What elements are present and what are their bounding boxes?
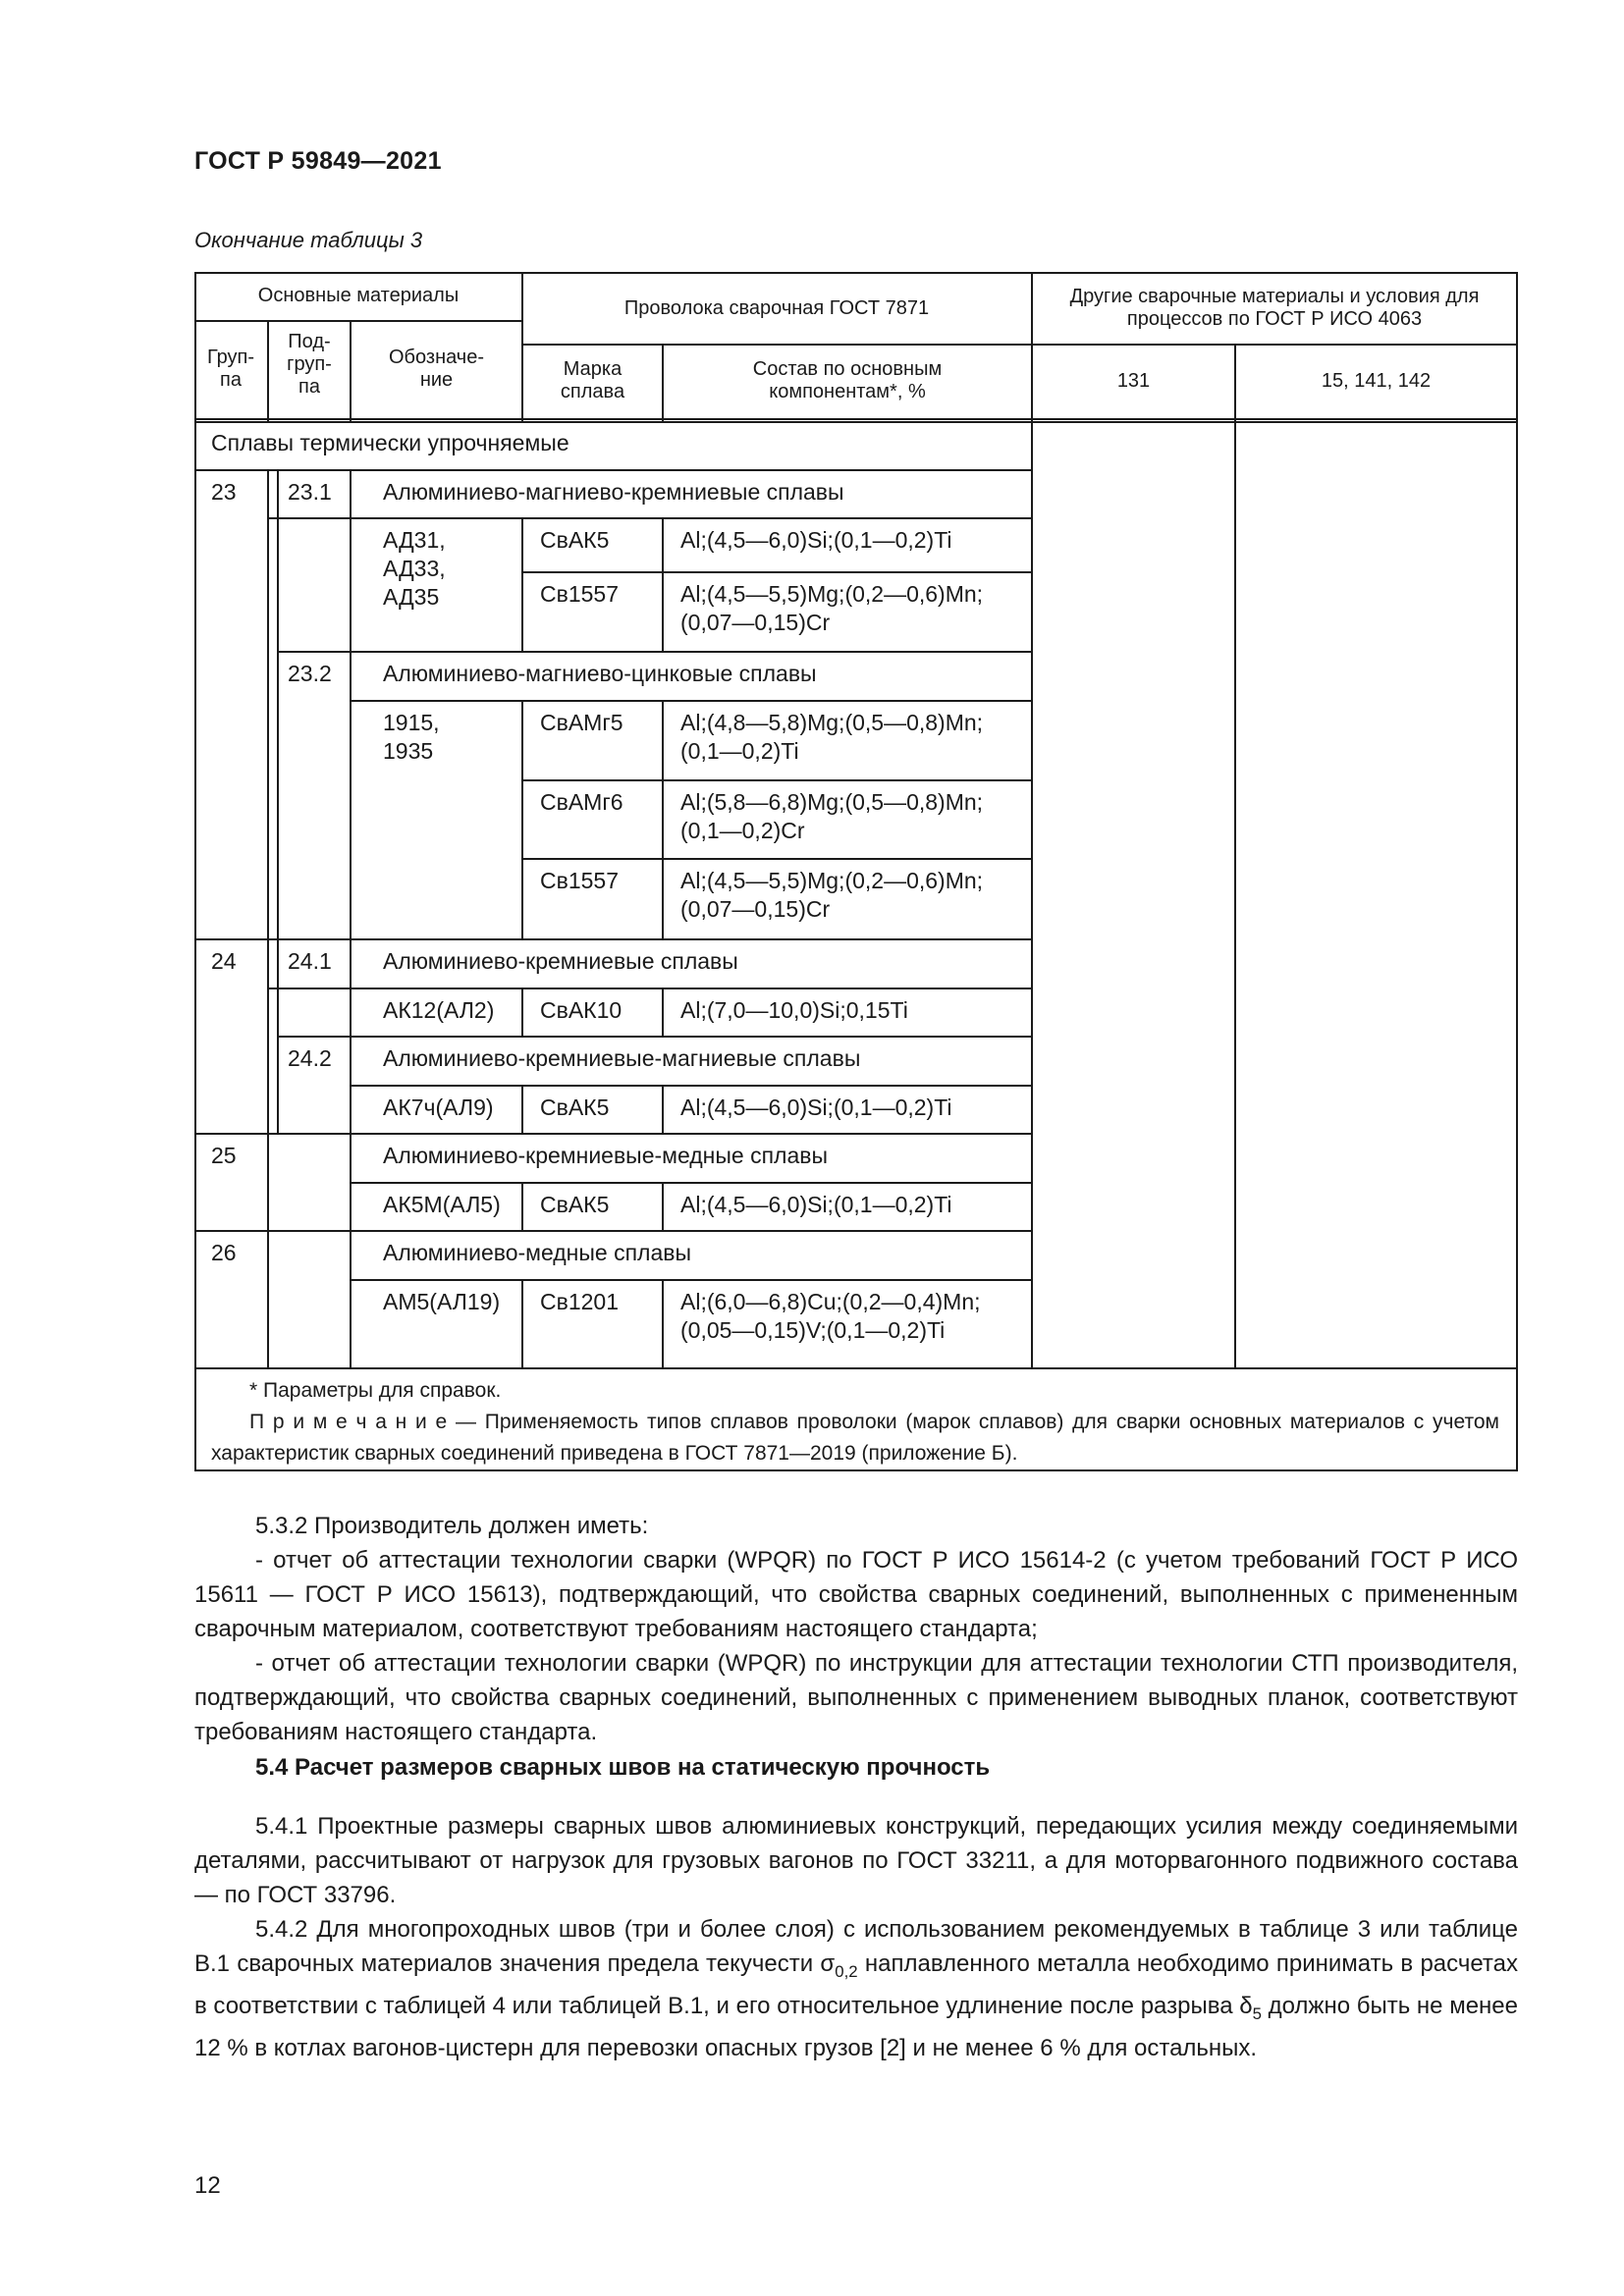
group-number: 25 [211, 1143, 237, 1168]
paragraph-5-3-2-item-1: - отчет об аттестации технологии сварки (WPQR) по ГОСТ Р ИСО 15614-2 (с учетом требований ГОСТ Р ИСО 15611 — ГОСТ Р ИСО 15613), подтверждающий, что свойства сварных соединений, выполненных с примененным сварочным материалом, соответствуют требованиям настоящего стандарта; [194, 1547, 1518, 1642]
header-wire: Проволока сварочная ГОСТ 7871 [623, 297, 930, 319]
paragraph-5-4-1: 5.4.1 Проектные размеры сварных швов алюминиевых конструкций, передающих усилия между соединяемыми деталями, рассчитывают от нагрузок для грузовых вагонов по ГОСТ 33211, а для моторвагонного подвижного состава — по ГОСТ 33796. [194, 1813, 1518, 1908]
composition: Al;(4,5—6,0)Si;(0,1—0,2)Ti [680, 1192, 952, 1217]
composition: Al;(4,5—6,0)Si;(0,1—0,2)Ti [680, 1095, 952, 1120]
paragraph-5-3-2-item-2: - отчет об аттестации технологии сварки (WPQR) по инструкции для аттестации технологии СТП производителя, подтверждающий, что свойства сварных соединений, выполненных с применением выводных планок, соответствуют требованиям настоящего стандарта. [194, 1650, 1518, 1745]
composition: Al;(4,5—6,0)Si;(0,1—0,2)Ti [680, 527, 952, 553]
grid-line [521, 858, 1031, 860]
group-number: 26 [211, 1240, 237, 1265]
grid-line [521, 1182, 523, 1231]
grid-line [522, 344, 1516, 346]
table-border [194, 272, 1518, 274]
table-caption: Окончание таблицы 3 [194, 228, 423, 252]
grid-line [267, 938, 269, 1133]
page-number: 12 [194, 2172, 221, 2199]
wire-grade: Св1557 [540, 581, 619, 607]
document-standard-id: ГОСТ Р 59849—2021 [194, 147, 442, 175]
group-number: 24 [211, 948, 237, 974]
subgroup-title: Алюминиево-магниево-цинковые сплавы [383, 661, 817, 686]
table-border [194, 1469, 1518, 1471]
grid-line [277, 469, 279, 938]
wire-grade: СвАК5 [540, 527, 610, 553]
sigma-symbol: σ [820, 1950, 836, 1977]
header-group: Груп- па [206, 347, 255, 391]
wire-grade: Св1557 [540, 868, 619, 893]
note-text: — Применяемость типов сплавов проволоки (марок сплавов) для сварки основных материалов с учетом характеристик сварных соединений приведена в ГОСТ 7871—2019 (приложение Б). [211, 1411, 1499, 1465]
subgroup-number: 23.1 [288, 479, 332, 505]
grid-line [267, 988, 1031, 989]
note-label: П р и м е ч а н и е [249, 1411, 448, 1433]
section-5-3-2 [194, 1509, 1518, 1749]
grid-line [521, 988, 523, 1037]
grid-line [277, 938, 279, 1133]
grid-line [194, 469, 1031, 471]
alloy-designation: 1915, 1935 [383, 710, 440, 764]
grid-line [521, 1085, 523, 1134]
grid-line [350, 700, 1031, 702]
alloy-designation: АК5М(АЛ5) [383, 1192, 501, 1217]
grid-line [194, 320, 522, 322]
wire-grade: СвАМг6 [540, 789, 623, 815]
wire-grade: СвАК10 [540, 997, 623, 1023]
grid-line [277, 1036, 1031, 1038]
header-process-131: 131 [1116, 370, 1151, 392]
alloy-designation: АК12(АЛ2) [383, 997, 495, 1023]
grid-line [662, 1279, 664, 1368]
grid-line [267, 517, 1031, 519]
composition: Al;(4,5—5,5)Mg;(0,2—0,6)Mn; (0,07—0,15)Cr [680, 581, 984, 635]
delta-symbol: δ [1239, 1992, 1253, 2019]
composition: Al;(5,8—6,8)Mg;(0,5—0,8)Mn; (0,1—0,2)Cr [680, 789, 984, 843]
subgroup-title: Алюминиево-кремниевые сплавы [383, 948, 738, 974]
table-footnote: * Параметры для справок. [249, 1379, 502, 1402]
section-title: Сплавы термически упрочняемые [211, 430, 569, 455]
header-designation: Обозначе- ние [388, 347, 484, 391]
grid-line [521, 779, 1031, 781]
header-process-other: 15, 141, 142 [1321, 370, 1432, 392]
header-alloy-grade: Марка сплава [560, 358, 625, 402]
composition: Al;(6,0—6,8)Cu;(0,2—0,4)Mn; (0,05—0,15)V;(0,1—0,2)Ti [680, 1289, 981, 1343]
header-composition: Состав по основным компонентам*, % [752, 358, 943, 402]
section-5-4 [194, 1809, 1518, 2065]
grid-line [521, 1279, 523, 1368]
grid-line [194, 418, 1516, 420]
group-number: 23 [211, 479, 237, 505]
grid-line [350, 1182, 1031, 1184]
header-subgroup: Под- груп- па [287, 331, 332, 398]
grid-line [662, 1182, 664, 1231]
paragraph-5-4-2: 5.4.2 Для многопроходных швов (три и более слоя) с использованием рекомендуемых в таблице 3 или таблице В.1 сварочных материалов значения предела текучести $\sigma_{0,2}$ наплавленного металла необходимо принимать в расчетах в соответствии с таблицей 4 или таблицей В.1, и его относительное удлинение после разрыва $\delta_5$ должно быть не менее 12 % в котлах вагонов-цистерн для перевозки опасных грузов [2] и не менее 6 % для остальных. [194, 1916, 1518, 2061]
table-border [194, 272, 196, 1471]
subgroup-title: Алюминиево-магниево-кремниевые сплавы [383, 479, 844, 505]
grid-line [1234, 344, 1236, 1368]
grid-line [194, 1230, 1031, 1232]
wire-grade: СвАК5 [540, 1095, 610, 1120]
subgroup-number: 24.2 [288, 1045, 332, 1071]
grid-line [194, 1367, 1516, 1369]
subgroup-number: 23.2 [288, 661, 332, 686]
grid-line [1031, 272, 1033, 1368]
grid-line [267, 1133, 269, 1368]
grid-line [267, 469, 269, 938]
subgroup-title: Алюминиево-кремниевые-магниевые сплавы [383, 1045, 861, 1071]
materials-table [194, 272, 1518, 1471]
table-note [211, 1407, 1499, 1469]
composition: Al;(7,0—10,0)Si;0,15Ti [680, 997, 908, 1023]
header-base-materials: Основные материалы [257, 285, 460, 306]
table-border [1516, 272, 1518, 1471]
grid-line [350, 1279, 1031, 1281]
alloy-designation: АК7ч(АЛ9) [383, 1095, 494, 1120]
grid-line [350, 1085, 1031, 1087]
grid-line [277, 651, 1031, 653]
grid-line [194, 1133, 1031, 1135]
subgroup-title: Алюминиево-кремниевые-медные сплавы [383, 1143, 829, 1168]
subgroup-number: 24.1 [288, 948, 332, 974]
grid-line [662, 1085, 664, 1134]
wire-grade: Св1201 [540, 1289, 619, 1314]
composition: Al;(4,5—5,5)Mg;(0,2—0,6)Mn; (0,07—0,15)Cr [680, 868, 984, 922]
subgroup-title: Алюминиево-медные сплавы [383, 1240, 692, 1265]
grid-line [662, 988, 664, 1037]
grid-line [194, 938, 1031, 940]
wire-grade: СвАК5 [540, 1192, 610, 1217]
grid-line [521, 571, 1031, 573]
grid-line [350, 469, 352, 1368]
grid-line [194, 421, 1516, 423]
grid-line [521, 517, 523, 652]
wire-grade: СвАМг5 [540, 710, 623, 735]
paragraph-5-3-2-title: 5.3.2 Производитель должен иметь: [255, 1513, 649, 1539]
grid-line [662, 700, 664, 939]
section-5-4-heading: 5.4 Расчет размеров сварных швов на статическую прочность [255, 1754, 991, 1781]
composition: Al;(4,8—5,8)Mg;(0,5—0,8)Mn; (0,1—0,2)Ti [680, 710, 984, 764]
grid-line [662, 517, 664, 652]
header-other: Другие сварочные материалы и условия для процессов по ГОСТ Р ИСО 4063 [1069, 286, 1480, 330]
grid-line [521, 700, 523, 939]
alloy-designation: АД31, АД33, АД35 [383, 527, 446, 610]
alloy-designation: АМ5(АЛ19) [383, 1289, 501, 1314]
